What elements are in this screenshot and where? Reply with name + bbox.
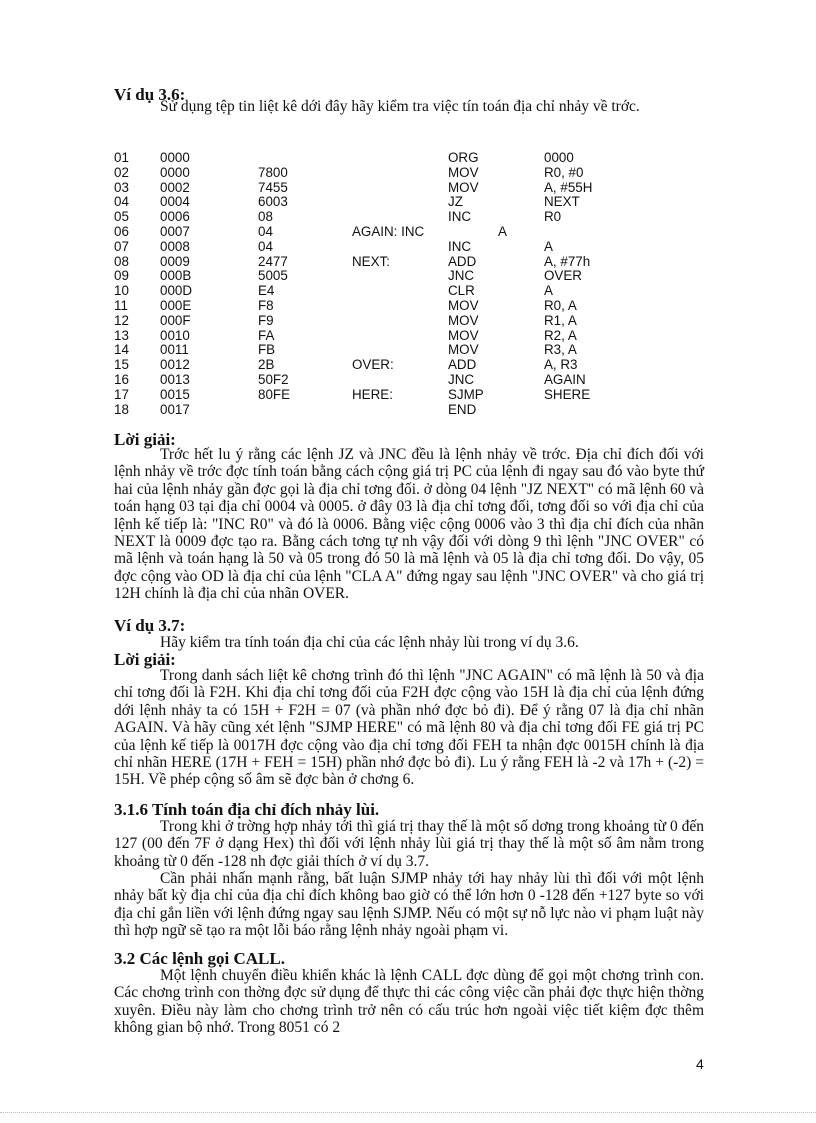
listing-addr: 0017 <box>160 401 190 417</box>
listing-addr: 0010 <box>160 327 190 343</box>
listing-op: INC <box>448 238 472 254</box>
listing-arg: AGAIN <box>544 371 586 387</box>
listing-addr: 000D <box>160 283 193 299</box>
section-3-2-para-1 <box>114 967 704 1037</box>
page-number: 4 <box>696 1056 704 1072</box>
listing-arg: A <box>498 223 507 239</box>
listing-code: 80FE <box>258 386 291 402</box>
listing-ln: 14 <box>114 342 129 358</box>
listing-label: OVER: <box>352 357 394 373</box>
listing-ln: 17 <box>114 386 129 402</box>
listing-row <box>114 181 714 196</box>
listing-addr: 0012 <box>160 357 190 373</box>
listing-ln: 12 <box>114 312 129 328</box>
listing-op: JNC <box>448 371 475 387</box>
listing-row <box>114 358 714 373</box>
listing-code: 08 <box>258 209 273 225</box>
listing-ln: 11 <box>114 297 128 313</box>
listing-ln: 05 <box>114 209 129 225</box>
listing-row <box>114 373 714 388</box>
solution-2-text <box>114 667 704 789</box>
listing-addr: 0008 <box>160 238 190 254</box>
listing-label: HERE: <box>352 386 393 402</box>
listing-ln: 09 <box>114 268 129 284</box>
listing-arg: A <box>544 283 553 299</box>
listing-row <box>114 240 714 255</box>
listing-code: 5005 <box>258 268 288 284</box>
listing-addr: 0002 <box>160 179 190 195</box>
solution-1-heading: Lời giải: <box>114 430 176 449</box>
listing-addr: 0011 <box>160 342 189 358</box>
listing-code: E4 <box>258 283 275 299</box>
listing-addr: 0007 <box>160 223 190 239</box>
section-3-2-heading: 3.2 Các lệnh gọi CALL. <box>114 949 285 968</box>
listing-code: F8 <box>258 297 274 313</box>
listing-op: MOV <box>448 327 479 343</box>
listing-arg: 0000 <box>544 150 574 165</box>
listing-row <box>114 284 714 299</box>
listing-row <box>114 314 714 329</box>
listing-row <box>114 166 714 181</box>
assembly-listing <box>114 151 714 417</box>
listing-addr: 000F <box>160 312 191 328</box>
listing-arg: R3, A <box>544 342 577 358</box>
listing-row <box>114 195 714 210</box>
section-3-1-6-para-1 <box>114 818 704 870</box>
listing-addr: 000B <box>160 268 192 284</box>
listing-ln: 16 <box>114 371 129 387</box>
listing-arg: A, #55H <box>544 179 593 195</box>
solution-2-heading: Lời giải: <box>114 650 176 669</box>
listing-addr: 0009 <box>160 253 190 269</box>
listing-ln: 18 <box>114 401 129 417</box>
listing-code: 2B <box>258 357 275 373</box>
listing-addr: 0015 <box>160 386 190 402</box>
example-3-6-heading: Ví dụ 3.6: <box>114 85 186 104</box>
example-3-6-intro-text: Sử dụng tệp tin liệt kê dới đây hãy kiểm tra việc tín toán địa chỉ nhảy về trớc. <box>160 98 640 115</box>
section-3-1-6-para-1-text: Trong khi ở trờng hợp nhảy tới thì giá trị thay thế là một số dơng trong khoảng từ 0 đến 127 (00 đến 7F ở dạng Hex) thì đối với lệnh nhảy lùi giá trị thay thế là một số âm nằm trong khoảng từ 0 đến -128 nh đợc giải thích ở ví dụ 3.7. <box>114 818 704 870</box>
solution-2-body: Trong danh sách liệt kê chơng trình đó thì lệnh "JNC AGAIN" có mã lệnh là 50 và địa chỉ tơng đối là F2H. Khi địa chỉ tơng đối của F2H đợc cộng vào 15H là địa chỉ của lệnh đứng dới lệnh nhảy ta có 15H + F2H = 07 (và phần nhớ đợc bỏ đi). Để ý rằng 07 là địa chỉ nhãn AGAIN. Và hãy cũng xét lệnh "SJMP HERE" có mã lệnh 80 và địa chỉ tơng đối FE giá trị PC của lệnh kế tiếp là 0017H đợc cộng vào địa chỉ tơng đối FEH ta nhận đợc 0015H chính là địa chỉ nhãn HERE (17H + FEH = 15H) phần nhớ đợc bỏ đi). Lu ý rằng FEH là -2 và 17h + (-2) = 15H. Về phép cộng số âm sẽ đợc bàn ở chơng 6. <box>114 667 704 789</box>
listing-ln: 01 <box>114 150 129 165</box>
listing-arg: R0 <box>544 209 562 225</box>
example-3-7-text <box>114 634 704 651</box>
section-3-1-6-heading: 3.1.6 Tính toán địa chỉ đích nhảy lùi. <box>114 800 380 819</box>
solution-1-text <box>114 446 704 603</box>
listing-code: 04 <box>258 223 273 239</box>
listing-arg: R1, A <box>544 312 577 328</box>
listing-code: 50F2 <box>258 371 289 387</box>
listing-code: FB <box>258 342 276 358</box>
listing-arg: SHERE <box>544 386 591 402</box>
listing-code: 2477 <box>258 253 288 269</box>
listing-arg: NEXT <box>544 194 580 210</box>
example-3-7-body: Hãy kiểm tra tính toán địa chỉ của các lệnh nhảy lùi trong ví dụ 3.6. <box>160 634 579 651</box>
listing-row <box>114 388 714 403</box>
section-3-2-para-1-text: Một lệnh chuyển điều khiển khác là lệnh CALL đợc dùng để gọi một chơng trình con. Các chơng trình con thờng đợc sử dụng để thực thi các công việc cần phải đợc thực hiện thờng xuyên. Điều này làm cho chơng trình trở nên có cấu trúc hơn ngoài việc tiết kiệm đợc thêm không gian bộ nhớ. Trong 8051 có 2 <box>114 967 704 1037</box>
example-3-6-intro <box>114 98 704 115</box>
listing-label: AGAIN: INC <box>352 223 425 239</box>
listing-ln: 15 <box>114 357 129 373</box>
solution-1-body: Trớc hết lu ý rằng các lệnh JZ và JNC đều là lệnh nhảy về trớc. Địa chỉ đích đối với lệnh nhảy về trớc đợc tính toán bằng cách cộng giá trị PC của lệnh đi ngay sau đó vào byte thứ hai của lệnh nhảy gần đợc gọi là địa chỉ tơng đối. ở dòng 04 lệnh "JZ NEXT" có mã lệnh 60 và toán hạng 03 tại địa chỉ 0004 và 0005. ở đây 03 là địa chỉ tơng đối, tơng đối so với địa chỉ của lệnh kế tiếp là: "INC R0" và đó là 0006. Bằng việc cộng 0006 vào 3 thì địa chỉ đích của nhãn NEXT là 0009 đợc tạo ra. Bằng cách tơng tự nh vậy đối với dòng 9 thì lệnh "JNC OVER" có mã lệnh và toán hạng là 50 và 05 trong đó 50 là mã lệnh và 05 là địa chỉ tơng đối. Do vậy, 05 đợc cộng vào OD là địa chỉ của lệnh "CLA A" đứng ngay sau lệnh "JNC OVER" và cho giá trị 12H chính là địa chỉ của nhãn OVER. <box>114 446 704 603</box>
listing-addr: 0006 <box>160 209 190 225</box>
page-bottom-divider <box>0 1112 816 1113</box>
listing-ln: 13 <box>114 327 129 343</box>
listing-code: 04 <box>258 238 273 254</box>
listing-ln: 02 <box>114 164 129 180</box>
listing-op: SJMP <box>448 386 484 402</box>
listing-addr: 0000 <box>160 150 190 165</box>
listing-arg: R0, A <box>544 297 577 313</box>
listing-code: 7800 <box>258 164 288 180</box>
listing-row <box>114 151 714 166</box>
listing-row <box>114 210 714 225</box>
listing-op: ADD <box>448 253 477 269</box>
listing-op: MOV <box>448 312 479 328</box>
listing-ln: 10 <box>114 283 129 299</box>
listing-arg: A <box>544 238 553 254</box>
listing-row <box>114 329 714 344</box>
listing-addr: 0004 <box>160 194 190 210</box>
listing-label: NEXT: <box>352 253 390 269</box>
listing-row <box>114 255 714 270</box>
listing-op: CLR <box>448 283 475 299</box>
listing-code: FA <box>258 327 275 343</box>
listing-row <box>114 225 714 240</box>
listing-arg: OVER <box>544 268 582 284</box>
listing-op: ADD <box>448 357 477 373</box>
listing-op: JZ <box>448 194 463 210</box>
listing-ln: 04 <box>114 194 129 210</box>
listing-row <box>114 403 714 418</box>
listing-ln: 07 <box>114 238 129 254</box>
listing-arg: R0, #0 <box>544 164 584 180</box>
section-3-1-6-para-2-text: Cần phải nhấn mạnh rằng, bất luận SJMP nhảy tới hay nhảy lùi thì đối với một lệnh nhảy bất kỳ địa chỉ của địa chỉ đích không bao giờ có thể lớn hơn 0 -128 đến +127 byte so với địa chỉ gắn liền với lệnh đứng ngay sau lệnh SJMP. Nếu có một sự nỗ lực nào vi phạm luật này thì hợp ngữ sẽ tạo ra một lỗi báo rằng lệnh nhảy ngoài phạm vi. <box>114 870 704 940</box>
listing-code: F9 <box>258 312 274 328</box>
listing-code: 7455 <box>258 179 288 195</box>
listing-op: INC <box>448 209 472 225</box>
listing-ln: 08 <box>114 253 129 269</box>
listing-op: END <box>448 401 477 417</box>
listing-code: 6003 <box>258 194 288 210</box>
listing-ln: 06 <box>114 223 129 239</box>
listing-ln: 03 <box>114 179 129 195</box>
listing-row <box>114 299 714 314</box>
example-3-7-heading: Ví dụ 3.7: <box>114 616 186 635</box>
listing-addr: 0013 <box>160 371 190 387</box>
listing-op: MOV <box>448 179 479 195</box>
listing-arg: R2, A <box>544 327 577 343</box>
section-3-1-6-para-2 <box>114 870 704 940</box>
listing-op: MOV <box>448 342 479 358</box>
listing-addr: 0000 <box>160 164 190 180</box>
listing-arg: A, #77h <box>544 253 591 269</box>
listing-row <box>114 343 714 358</box>
listing-op: MOV <box>448 297 479 313</box>
listing-row <box>114 269 714 284</box>
listing-op: ORG <box>448 150 479 165</box>
listing-arg: A, R3 <box>544 357 578 373</box>
listing-addr: 000E <box>160 297 192 313</box>
listing-op: JNC <box>448 268 475 284</box>
listing-op: MOV <box>448 164 479 180</box>
